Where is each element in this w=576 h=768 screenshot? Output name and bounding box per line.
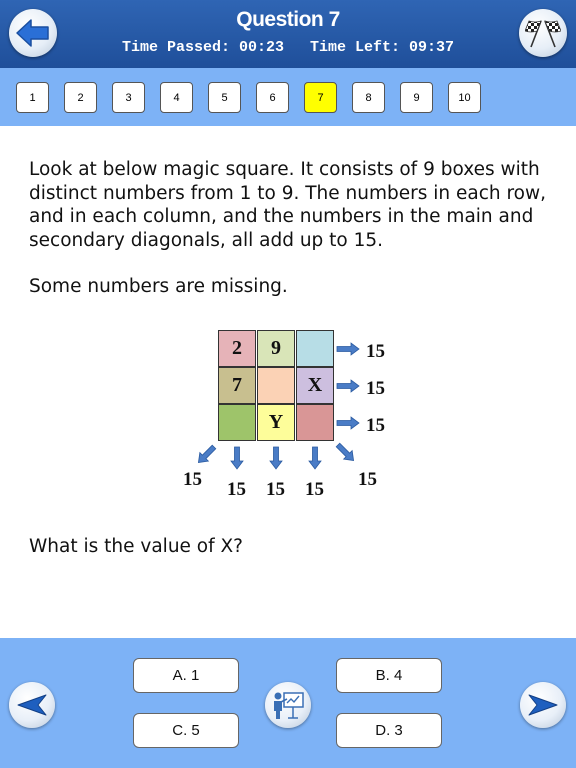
diagonal-arrow-left — [194, 443, 218, 467]
question-number-bar — [0, 68, 576, 126]
next-arrow-icon — [527, 694, 559, 716]
magic-square-figure — [180, 325, 410, 505]
column-sum-2: 15 — [266, 479, 285, 500]
finish-button[interactable] — [519, 9, 567, 57]
diagonal-arrow-right — [334, 441, 358, 465]
missing-note: Some numbers are missing. — [29, 276, 288, 297]
previous-button[interactable] — [9, 682, 55, 728]
question-prompt: What is the value of X? — [29, 536, 244, 557]
teacher-board-icon — [271, 689, 305, 721]
question-number-button-1[interactable]: 1 — [16, 82, 49, 113]
row-sum-2: 15 — [366, 378, 385, 399]
square-cell-r2c1: 7 — [218, 367, 256, 404]
diagonal-sum-right: 15 — [358, 469, 377, 490]
row-sum-1: 15 — [366, 341, 385, 362]
square-cell-r1c2: 9 — [257, 330, 295, 367]
question-number-button-3[interactable]: 3 — [112, 82, 145, 113]
question-number-button-10[interactable]: 10 — [448, 82, 481, 113]
time-left-label: Time Left: — [310, 39, 401, 56]
diagonal-sum-left: 15 — [183, 469, 202, 490]
time-passed-label: Time Passed: — [121, 39, 230, 56]
answer-c-button[interactable]: C. 5 — [133, 713, 239, 748]
time-passed-value: 00:23 — [238, 39, 284, 56]
checkered-flags-icon — [525, 17, 561, 49]
row-arrow-2 — [337, 380, 359, 392]
answer-b-button[interactable]: B. 4 — [336, 658, 442, 693]
header-bar — [0, 0, 576, 68]
timers — [0, 39, 576, 56]
explanation-button[interactable] — [265, 682, 311, 728]
row-sum-3: 15 — [366, 415, 385, 436]
answer-a-button[interactable]: A. 1 — [133, 658, 239, 693]
question-number-button-9[interactable]: 9 — [400, 82, 433, 113]
square-cell-r2c3: X — [296, 367, 334, 404]
answer-d-button[interactable]: D. 3 — [336, 713, 442, 748]
question-description: Look at below magic square. It consists of 9 boxes with distinct numbers from 1 to 9. The numbers in each row, and in each column, and the numbers in the main and secondary diagonals, all add up to 15. — [29, 159, 547, 251]
square-cell-r1c1: 2 — [218, 330, 256, 367]
column-sum-3: 15 — [305, 479, 324, 500]
column-sum-1: 15 — [227, 479, 246, 500]
column-arrow-1 — [231, 447, 243, 469]
question-number-button-4[interactable]: 4 — [160, 82, 193, 113]
column-arrow-3 — [309, 447, 321, 469]
question-number-button-6[interactable]: 6 — [256, 82, 289, 113]
square-cell-r3c2: Y — [257, 404, 295, 441]
question-title: Question 7 — [236, 8, 340, 31]
column-arrow-2 — [270, 447, 282, 469]
time-left-value: 09:37 — [409, 39, 455, 56]
question-number-button-8[interactable]: 8 — [352, 82, 385, 113]
row-arrow-3 — [337, 417, 359, 429]
next-button[interactable] — [520, 682, 566, 728]
question-number-button-7[interactable]: 7 — [304, 82, 337, 113]
previous-arrow-icon — [16, 694, 48, 716]
question-number-button-2[interactable]: 2 — [64, 82, 97, 113]
question-number-button-5[interactable]: 5 — [208, 82, 241, 113]
row-arrow-1 — [337, 343, 359, 355]
